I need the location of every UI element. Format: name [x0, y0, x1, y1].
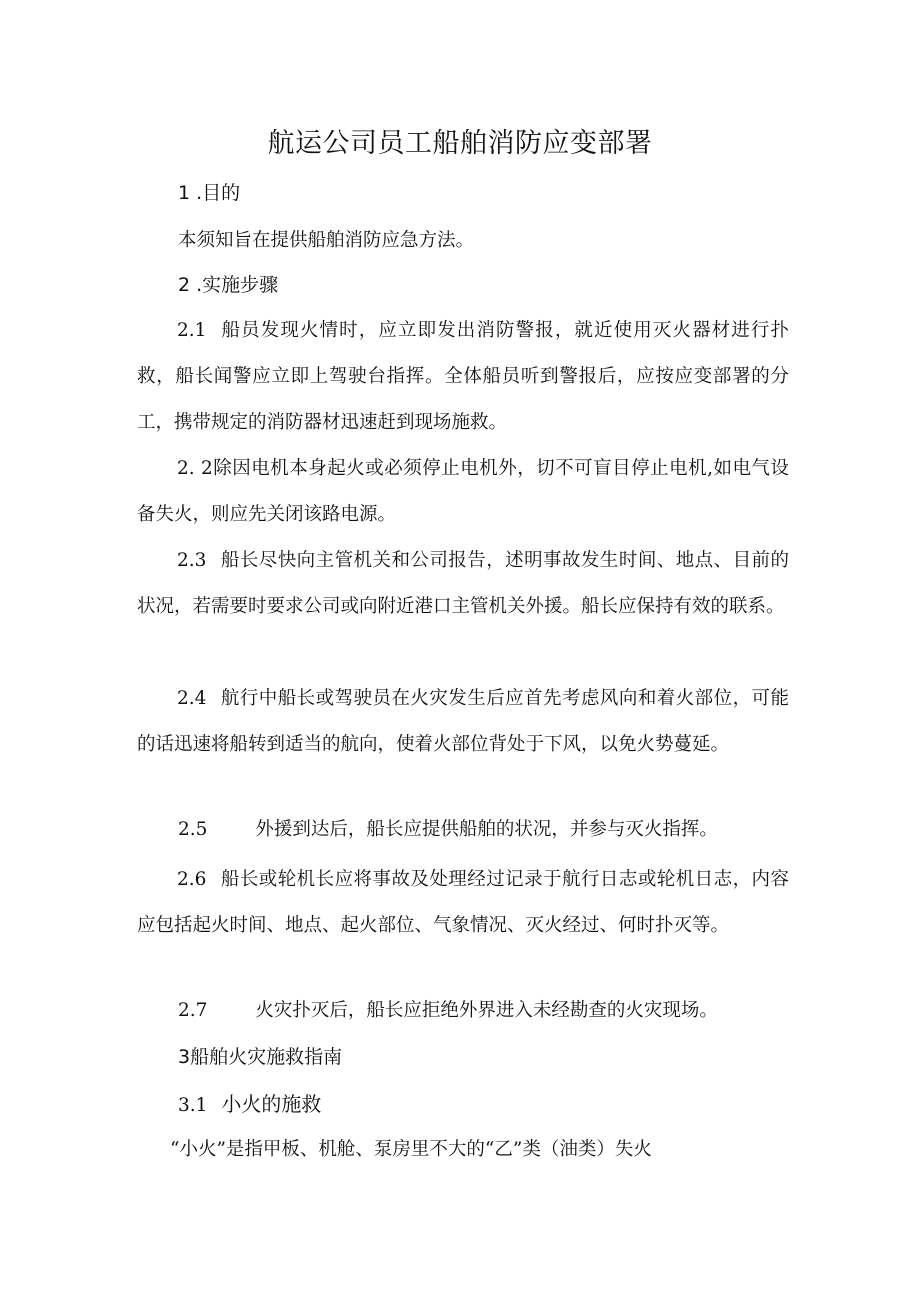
subsection-title: 小火的施救: [221, 1092, 322, 1116]
section-1-body: 本须知旨在提供船舶消防应急方法。: [178, 230, 475, 251]
section-1-heading: 1 .目的: [178, 182, 241, 204]
step-2-1-paragraph: [137, 308, 789, 446]
step-2-7-paragraph: [178, 998, 718, 1024]
step-number: 2.3: [177, 550, 207, 571]
step-text: 航行中船长或驾驶员在火灾发生后应首先考虑风向和着火部位，可能的话迅速将船转到适当的航向，使着火部位背处于下风，以免火势蔓延。: [137, 688, 789, 755]
section-3-heading: 3船舶火灾施救指南: [178, 1046, 343, 1068]
subsection-number: 3.1: [178, 1095, 208, 1116]
step-text: 除因电机本身起火或必须停止电机外，切不可盲目停止电机,如电气设备失火，则应先关闭该路电源。: [137, 458, 789, 525]
step-number: 2. 2: [177, 458, 213, 479]
step-2-2-paragraph: [137, 446, 789, 538]
section-2-heading: 2 .实施步骤: [178, 274, 279, 296]
step-2-5-paragraph: [178, 817, 718, 843]
step-text: 船长或轮机长应将事故及处理经过记录于航行日志或轮机日志，内容应包括起火时间、地点、起火部位、气象情况、灭火经过、何时扑灭等。: [137, 869, 789, 936]
step-number: 2.7: [178, 1000, 208, 1021]
step-text: 火灾扑灭后，船长应拒绝外界进入未经勘查的火灾现场。: [255, 1000, 718, 1021]
step-2-6-paragraph: [137, 857, 789, 949]
step-2-3-paragraph: [137, 538, 789, 630]
document-title: 航运公司员工船舶消防应变部署: [267, 128, 653, 159]
step-text: 外援到达后，船长应提供船舶的状况，并参与灭火指挥。: [255, 819, 718, 840]
step-number: 2.6: [177, 869, 207, 890]
step-number: 2.5: [178, 819, 208, 840]
subsection-3-1-heading: [178, 1091, 321, 1119]
step-number: 2.1: [177, 320, 207, 341]
step-text: 船长尽快向主管机关和公司报告，述明事故发生时间、地点、目前的状况，若需要时要求公司或向附近港口主管机关外援。船长应保持有效的联系。: [137, 550, 789, 617]
step-number: 2.4: [177, 688, 207, 709]
step-2-4-paragraph: [137, 676, 789, 768]
step-text: 船员发现火情时，应立即发出消防警报，就近使用灭火器材进行扑救，船长闻警应立即上驾驶台指挥。全体船员听到警报后，应按应变部署的分工，携带规定的消防器材迅速赶到现场施救。: [137, 320, 789, 433]
subsection-3-1-body: “小火”是指甲板、机舱、泵房里不大的“乙”类（油类）失火: [170, 1139, 652, 1160]
